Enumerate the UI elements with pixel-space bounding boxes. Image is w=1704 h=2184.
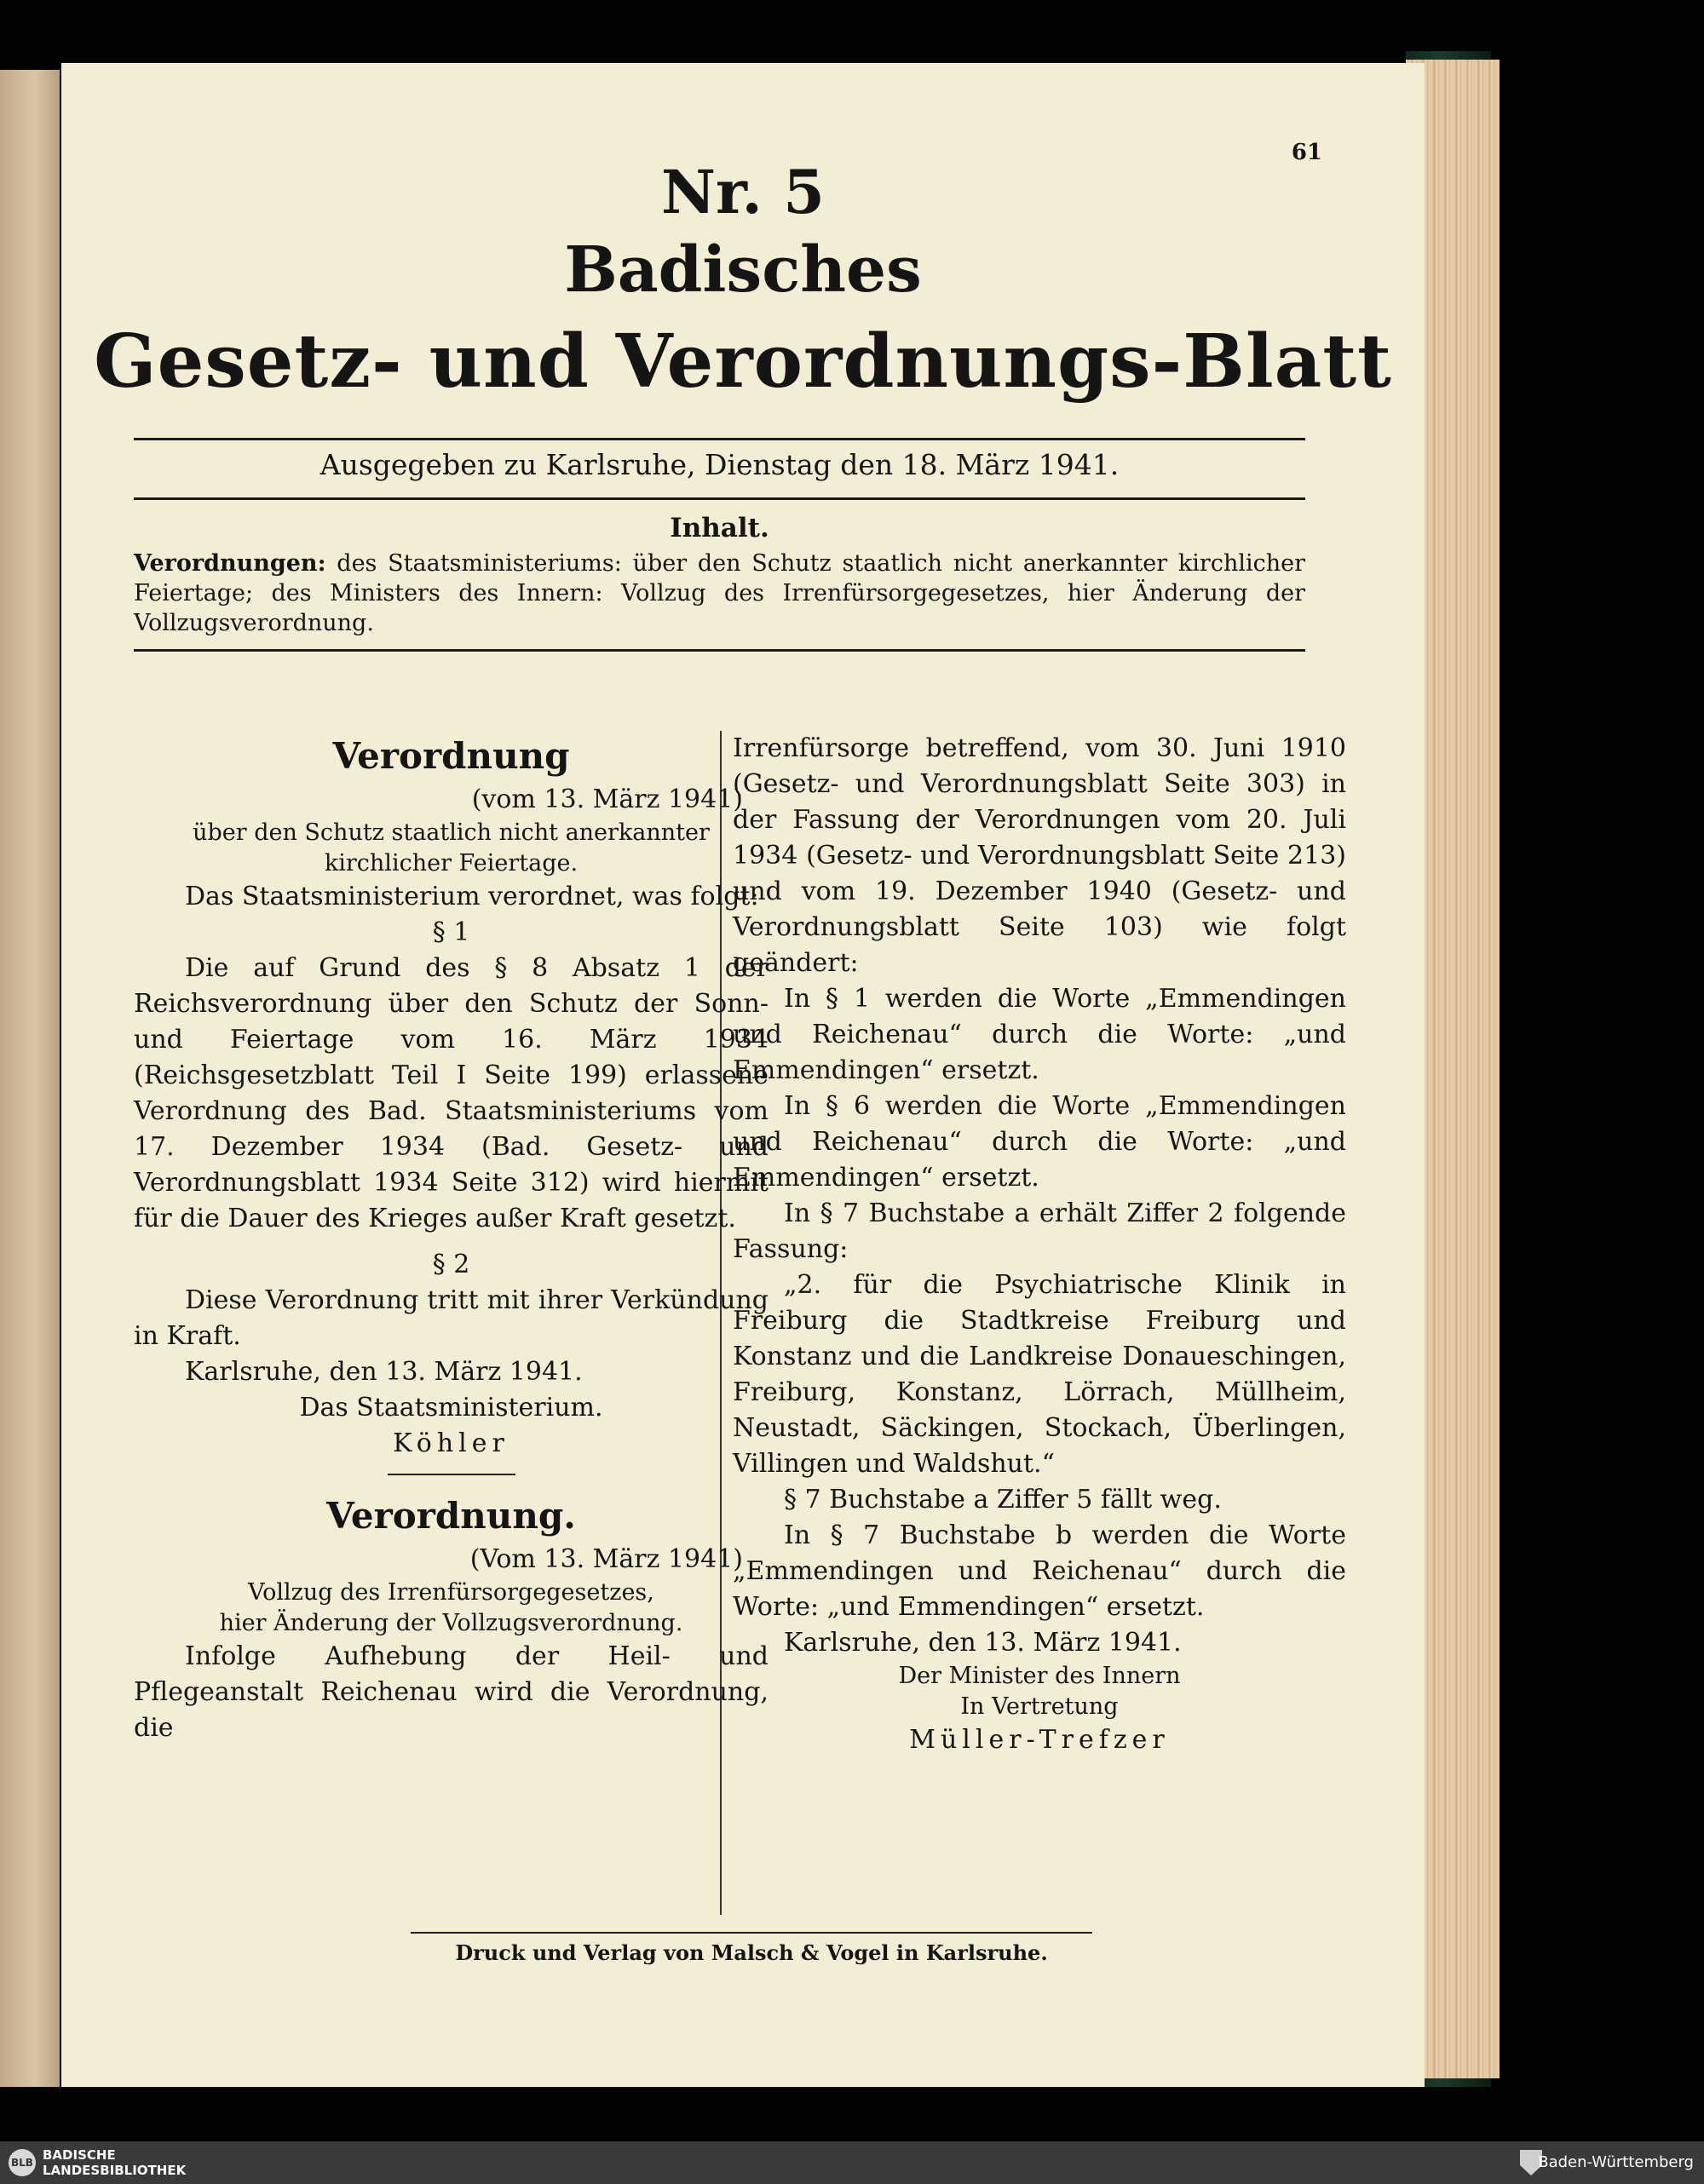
decree1-section-1: § 1 (432, 917, 470, 947)
decree2-subject-1: Vollzug des Irrenfürsorgegesetzes, (248, 1579, 654, 1606)
decree1-heading: Verordnung (332, 735, 570, 777)
decree2-subject-2: hier Änderung der Vollzugsverordnung. (219, 1610, 683, 1636)
right-column (733, 731, 1346, 1758)
library-name-line-1: BADISCHE (43, 2147, 116, 2163)
decree2-heading: Verordnung. (326, 1495, 576, 1537)
document-page (61, 63, 1425, 2087)
library-name[interactable] (43, 2147, 186, 2178)
decree1-place-date: Karlsruhe, den 13. März 1941. (185, 1357, 583, 1387)
decree2-signature: Müller-Trefzer (909, 1725, 1170, 1755)
decree1-authority: Das Staatsministerium. (299, 1393, 603, 1422)
decree2-para-2: In § 6 werden die Worte „Emmendingen und Reichenau“ durch die Worte: „und Emmendingen“ ersetzt. (733, 1091, 1346, 1193)
decree1-signature: Köhler (393, 1428, 509, 1458)
blb-logo[interactable]: BLB (9, 2149, 36, 2176)
page-number: 61 (1291, 140, 1322, 165)
contents-label: Verordnungen: (134, 550, 326, 577)
divider-rule (134, 649, 1305, 652)
decree1-section-1-text: Die auf Grund des § 8 Absatz 1 der Reichsverordnung über den Schutz der Sonn- und Feiertage vom 16. März 1934 (Reichsgesetzblatt Teil I Seite 199) erlassene Verordnung des Bad. Staatsministeriums vom 17. Dezember 1934 (Bad. Gesetz- und Verordnungsblatt 1934 Seite 312) wird hiermit für die Dauer des Krieges außer Kraft gesetzt. (134, 953, 769, 1233)
imprint-rule (411, 1932, 1092, 1934)
decree2-intro: Infolge Aufhebung der Heil- und Pflegeanstalt Reichenau wird die Verordnung, die (134, 1641, 769, 1743)
decree2-date: (Vom 13. März 1941) (469, 1544, 743, 1574)
decree1-intro: Das Staatsministerium verordnet, was folgt: (185, 882, 759, 911)
decree1-section-2: § 2 (432, 1250, 470, 1279)
decree2-place-date: Karlsruhe, den 13. März 1941. (784, 1628, 1182, 1658)
decree2-para-5: § 7 Buchstabe a Ziffer 5 fällt weg. (784, 1485, 1222, 1514)
contents-heading: Inhalt. (670, 513, 769, 543)
decree2-continued: Irrenfürsorge betreffend, vom 30. Juni 1910 (Gesetz- und Verordnungsblatt Seite 303) in der Fassung der Verordnungen vom 20. Juli 1934 (Gesetz- und Verordnungsblatt Seite 213) und vom 19. Dezember 1940 (Gesetz- und Verordnungsblatt Seite 103) wie folgt geändert: (733, 733, 1346, 978)
imprint: Druck und Verlag von Malsch & Vogel in Karlsruhe. (455, 1940, 1048, 1965)
issue-number: Nr. 5 (661, 157, 825, 227)
decree2-para-6: In § 7 Buchstabe b werden die Worte „Emmendingen und Reichenau“ durch die Worte: „und Emmendingen“ ersetzt. (733, 1520, 1346, 1622)
decree2-para-4: „2. für die Psychiatrische Klinik in Freiburg die Stadtkreise Freiburg und Konstanz und die Landkreise Donaueschingen, Freiburg, Konstanz, Lörrach, Müllheim, Neustadt, Säckingen, Stockach, Überlingen, Villingen und Waldshut.“ (733, 1270, 1346, 1479)
left-column (134, 731, 769, 1746)
library-name-line-2: LANDESBIBLIOTHEK (43, 2163, 187, 2178)
title-line-1: Badisches (564, 233, 922, 307)
viewer-footer (0, 2141, 1704, 2184)
decree2-para-3: In § 7 Buchstabe a erhält Ziffer 2 folgende Fassung: (733, 1198, 1346, 1264)
decree1-date: (vom 13. März 1941) (471, 785, 743, 814)
section-separator (388, 1474, 515, 1475)
title-line-2: Gesetz- und Verordnungs-Blatt (94, 319, 1392, 405)
state-name[interactable]: Baden-Württemberg (1538, 2153, 1694, 2171)
divider-rule (134, 497, 1305, 500)
contents-text (134, 549, 1305, 638)
divider-rule (134, 438, 1305, 440)
contents-body: des Staatsministeriums: über den Schutz staatlich nicht anerkannter kirchlicher Feiertage; des Ministers des Innern: Vollzug des Irrenfürsorgegesetzes, hier Änderung der Vollzugsverordnung. (134, 550, 1305, 636)
decree2-para-1: In § 1 werden die Worte „Emmendingen und Reichenau“ durch die Worte: „und Emmendingen“ ersetzt. (733, 984, 1346, 1085)
decree2-deputy: In Vertretung (960, 1693, 1119, 1720)
left-page-edge (0, 70, 60, 2087)
decree1-subject: über den Schutz staatlich nicht anerkannter kirchlicher Feiertage. (193, 819, 710, 876)
issue-date-line: Ausgegeben zu Karlsruhe, Dienstag den 18. März 1941. (320, 448, 1120, 481)
decree1-section-2-text: Diese Verordnung tritt mit ihrer Verkündung in Kraft. (134, 1285, 769, 1351)
decree2-authority: Der Minister des Innern (898, 1663, 1181, 1689)
